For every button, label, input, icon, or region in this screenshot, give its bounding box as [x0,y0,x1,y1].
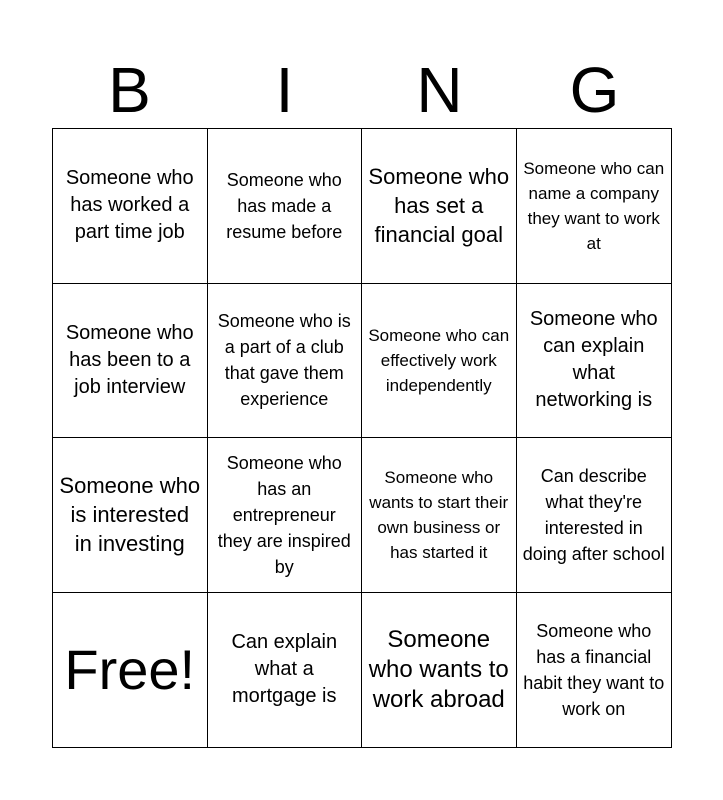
header-letter-i: I [275,54,294,126]
bingo-header [52,52,672,128]
bingo-cell-r4c3[interactable] [362,593,517,748]
cell-text: Can describe what they're interested in doing after school [522,465,665,564]
bingo-board [52,128,672,748]
bingo-cell-r1c3[interactable] [362,129,517,284]
cell-text: Someone who has set a financial goal [368,164,510,248]
bingo-cell-free[interactable] [53,593,208,748]
cell-text: Someone who can explain what networking is [529,308,658,412]
bingo-cell-r3c3[interactable] [362,438,517,593]
cell-text: Can explain what a mortgage is [231,631,338,708]
cell-text: Someone who is interested in investing [59,473,201,557]
cell-text: Someone who wants to work abroad [368,625,509,713]
bingo-cell-r3c4[interactable] [517,438,672,593]
header-letter-g: G [569,54,620,126]
bingo-cell-r3c2[interactable] [208,438,363,593]
cell-text: Someone who has an entrepreneur they are inspired by [217,452,351,577]
bingo-cell-r1c1[interactable] [53,129,208,284]
free-space-label: Free! [64,637,196,701]
header-letter-n: N [416,54,463,126]
cell-text: Someone who is a part of a club that gave them experience [217,311,351,410]
bingo-cell-r2c1[interactable] [53,284,208,439]
cell-text: Someone who has a financial habit they want to work on [523,620,665,719]
cell-text: Someone who can effectively work independently [368,325,510,395]
bingo-cell-r2c2[interactable] [208,284,363,439]
cell-text: Someone who has been to a job interview [65,321,194,398]
bingo-cell-r1c2[interactable] [208,129,363,284]
cell-text: Someone who has worked a part time job [65,167,194,244]
bingo-cell-r2c3[interactable] [362,284,517,439]
cell-text: Someone who can name a company they want to work at [523,158,665,253]
header-letter-b: B [108,54,151,126]
bingo-cell-r4c2[interactable] [208,593,363,748]
cell-text: Someone who wants to start their own business or has started it [369,467,509,562]
bingo-cell-r4c4[interactable] [517,593,672,748]
bingo-cell-r3c1[interactable] [53,438,208,593]
bingo-cell-r1c4[interactable] [517,129,672,284]
bingo-cell-r2c4[interactable] [517,284,672,439]
cell-text: Someone who has made a resume before [226,169,343,242]
